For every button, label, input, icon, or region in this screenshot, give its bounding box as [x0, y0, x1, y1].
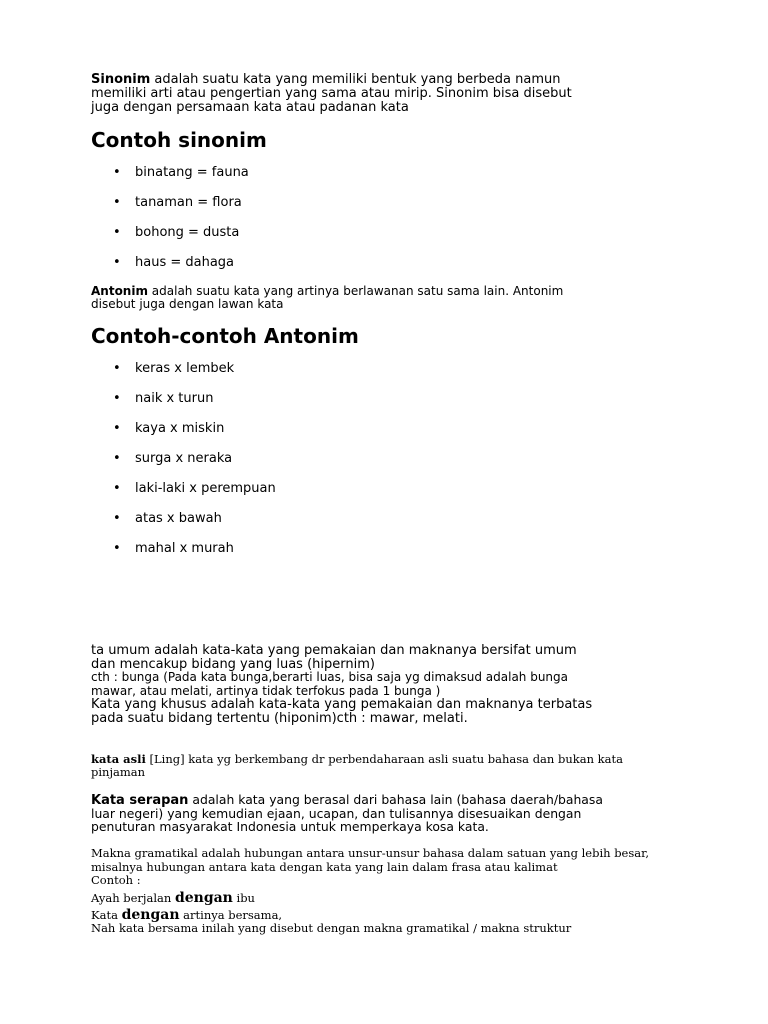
contoh-antonim-heading: Contoh-contoh Antonim — [91, 324, 359, 348]
antonim-term: Antonim — [91, 284, 148, 298]
kata-serapan-term: Kata serapan — [91, 793, 189, 808]
kata-serapan-definition: Kata serapan adalah kata yang berasal dari bahasa lain (bahasa daerah/bahasa luar negeri) yang kemudian ejaan, ucapan, dan tulisannya disesuaikan dengan penuturan masyarakat Indonesia untuk memperkaya kosa kata. — [91, 792, 603, 835]
kata-asli-term: kata asli — [91, 752, 146, 766]
kata-umum-khusus: ta umum adalah kata-kata yang pemakaian dan maknanya bersifat umum dan mencakup bidang yang luas (hipernim) cth : bunga (Pada kata bunga,berarti luas, bisa saja yg dimaksud adalah bunga mawar, atau melati, artinya tidak terfokus pada 1 bunga ) Kata yang khusus adalah kata-kata yang pemakaian dan maknanya terbatas pada suatu bidang tertentu (hiponim)cth : mawar, melati. — [91, 643, 593, 726]
makna-gramatikal: Makna gramatikal adalah hubungan antara unsur-unsur bahasa dalam satuan yang lebih besar, misalnya hubungan antara kata dengan kata yang lain dalam frasa atau kalimat Contoh : Ayah berjalan dengan ibu Kata dengan artinya bersama, Nah kata bersama inilah yang disebut dengan makna gramatikal / makna struktur — [91, 846, 650, 935]
document-page: Sinonim adalah suatu kata yang memiliki bentuk yang berbeda namun memiliki arti atau pengertian yang sama atau mirip. Sinonim bisa disebut juga dengan persamaan kata atau padanan kata Contoh sinonim • binatang = fauna • tanaman = flora • bohong = dusta • haus = dahaga Antonim adalah suatu kata yang artinya berlawanan satu sama lain. Antonim disebut juga dengan lawan kata Contoh-contoh Antonim • keras x lembek • naik x turun • kaya x miskin • surga x neraka • laki-laki x perempuan • atas x bawah • mahal x murah ta umum adalah kata-kata yang pemakaian dan maknanya bersifat umum dan mencakup bidang yang luas (hipernim) cth : bunga (Pada kata bunga,berarti luas, bisa saja yg dimaksud adalah bunga mawar, atau melati, artinya tidak terfokus pada 1 bunga ) Kata yang khusus adalah kata-kata yang pemakaian dan maknanya terbatas pada suatu bidang tertentu (hiponim)cth : mawar, melati. kata asli [Ling] kata yg berkembang dr perbendaharaan asli suatu bahasa dan bukan kata pinjaman Kata serapan adalah kata yang berasal dari bahasa lain (bahasa daerah/bahasa luar negeri) yang kemudian ejaan, ucapan, dan tulisannya disesuaikan dengan penuturan masyarakat Indonesia untuk memperkaya kosa kata. Makna gramatikal adalah hubungan antara unsur-unsur bahasa dalam satuan yang lebih besar, misalnya hubungan antara kata dengan kata yang lain dalam frasa atau kalimat Contoh : Ayah berjalan dengan ibu Kata dengan artinya bersama, Nah kata bersama inilah yang disebut dengan makna gramatikal / makna struktur — [0, 0, 768, 1024]
antonim-definition: Antonim adalah suatu kata yang artinya berlawanan satu sama lain. Antonim disebut juga dengan lawan kata — [91, 284, 564, 311]
emphasis-dengan: dengan — [121, 906, 180, 923]
emphasis-dengan: dengan — [174, 889, 233, 906]
kata-asli-definition: kata asli [Ling] kata yg berkembang dr perbendaharaan asli suatu bahasa dan bukan kata pinjaman — [91, 752, 623, 779]
sinonim-term: Sinonim — [91, 72, 151, 87]
sinonim-definition: Sinonim adalah suatu kata yang memiliki bentuk yang berbeda namun memiliki arti atau pengertian yang sama atau mirip. Sinonim bisa disebut juga dengan persamaan kata atau padanan kata — [91, 72, 572, 115]
contoh-sinonim-heading: Contoh sinonim — [91, 128, 267, 152]
